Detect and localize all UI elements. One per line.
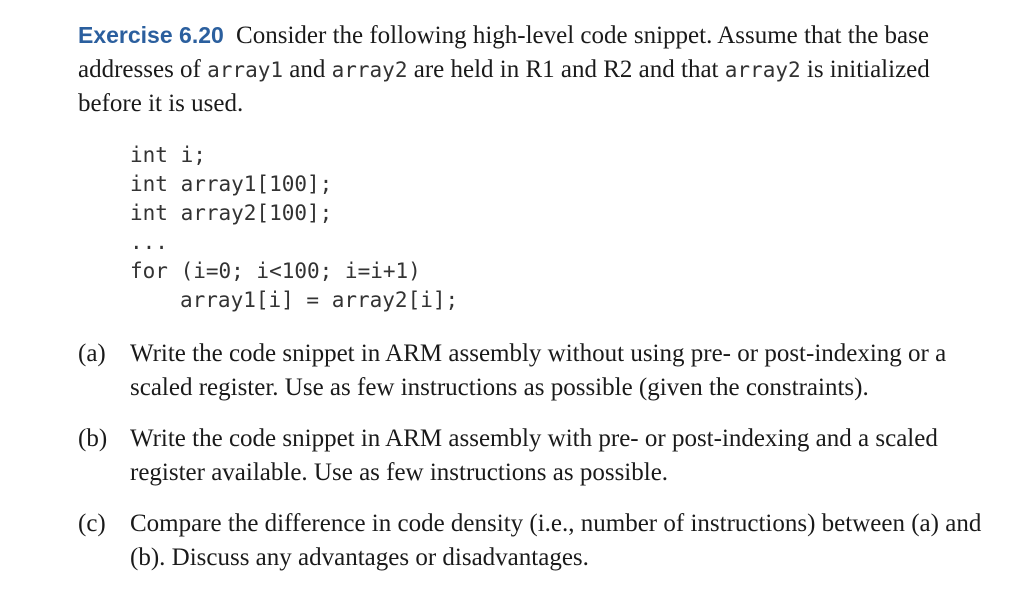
code-snippet — [130, 141, 998, 315]
code-line: int array1[100]; — [130, 172, 333, 196]
code-line: ... — [130, 230, 168, 254]
intro-text-1: Consider the following high-level code snippet. Assume that the base addresses of — [78, 22, 929, 83]
code-line: array1[i] = array2[i]; — [180, 288, 459, 312]
part-label: (a) — [78, 340, 106, 367]
exercise-parts — [78, 337, 998, 575]
code-line: int array2[100]; — [130, 201, 333, 225]
part-c — [78, 507, 998, 575]
part-label: (c) — [78, 510, 106, 537]
part-text: Write the code snippet in ARM assembly without using pre- or post-indexing or a scaled register. Use as few instructions as possible (given the constraints). — [130, 340, 947, 401]
code-line: for (i=0; i<100; i=i+1) — [130, 259, 421, 283]
inline-code-array1: array1 — [207, 58, 283, 82]
part-text: Compare the difference in code density (i.e., number of instructions) between (a) and (b). Discuss any advantages or disadvantages. — [130, 510, 982, 571]
code-line: int i; — [130, 143, 206, 167]
intro-text-2: and — [289, 56, 326, 83]
inline-code-array2-second: array2 — [724, 58, 801, 82]
part-b — [78, 422, 998, 490]
part-text: Write the code snippet in ARM assembly with pre- or post-indexing and a scaled register available. Use as few instructions as possible. — [130, 425, 938, 486]
inline-code-array2: array2 — [331, 58, 408, 82]
part-label: (b) — [78, 425, 108, 452]
exercise-page — [78, 18, 998, 592]
intro-text-4: is initialized before it is used. — [78, 56, 930, 117]
intro-text-3: are held in R1 and R2 and that — [413, 56, 719, 83]
part-a — [78, 337, 998, 405]
exercise-intro — [78, 18, 998, 121]
exercise-label: Exercise 6.20 — [78, 22, 224, 48]
